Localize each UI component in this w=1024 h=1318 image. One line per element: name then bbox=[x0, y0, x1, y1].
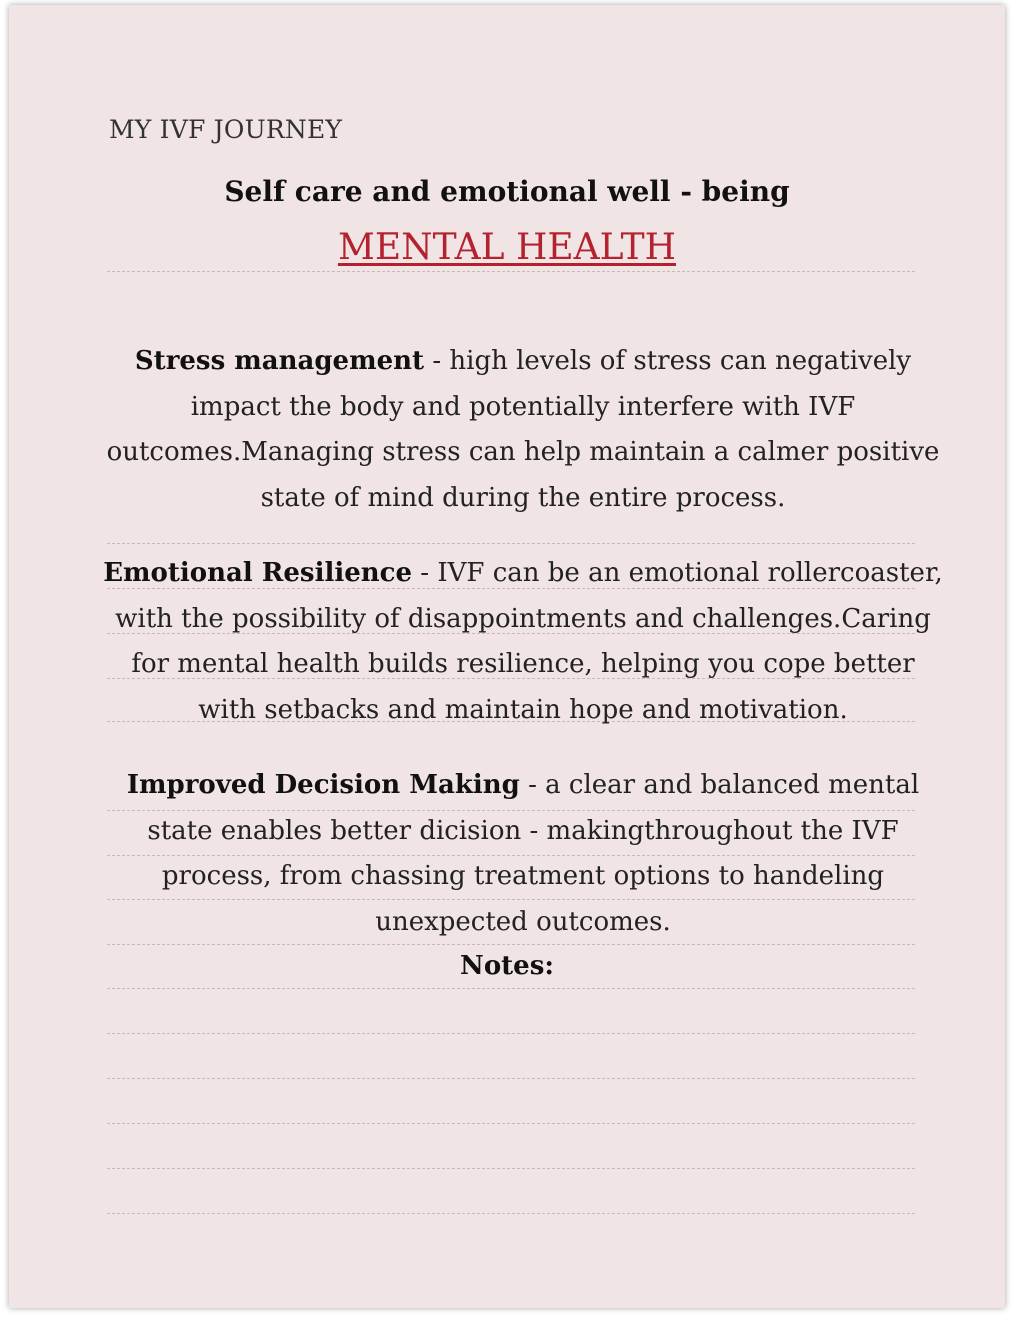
ruled-line bbox=[107, 810, 915, 811]
section-heading: Improved Decision Making bbox=[126, 770, 520, 800]
notes-line bbox=[107, 1033, 915, 1034]
ruled-line bbox=[107, 944, 915, 945]
journal-title: MY IVF JOURNEY bbox=[109, 115, 343, 144]
notes-line bbox=[107, 988, 915, 989]
notes-line bbox=[107, 1213, 915, 1214]
ruled-line bbox=[107, 543, 915, 544]
journal-page bbox=[9, 5, 1005, 1308]
divider-line bbox=[107, 271, 915, 272]
section-separator: - bbox=[412, 558, 438, 588]
section-separator: - bbox=[424, 346, 450, 376]
section-stress-management bbox=[101, 339, 945, 521]
page-title: MENTAL HEALTH bbox=[337, 227, 677, 268]
ruled-line bbox=[107, 899, 915, 900]
section-heading: Stress management bbox=[134, 346, 425, 376]
section-heading: Emotional Resilience bbox=[103, 558, 413, 588]
notes-label: Notes: bbox=[460, 951, 554, 981]
section-improved-decision-making bbox=[101, 763, 945, 945]
section-body: IVF can be an emotional rollercoaster, with the possibility of disappointments and challenges.Caring for mental health builds resilience, helping you cope better with setbacks and maintain hope and motivation. bbox=[115, 558, 943, 725]
notes-line bbox=[107, 1123, 915, 1124]
page-subtitle: Self care and emotional well - being bbox=[224, 175, 790, 208]
notes-line bbox=[107, 1168, 915, 1169]
section-emotional-resilience bbox=[101, 551, 945, 733]
section-body: a clear and balanced mental state enables better dicision - makingthroughout the IVF process, from chassing treatment options to handeling unexpected outcomes. bbox=[147, 770, 920, 937]
notes-line bbox=[107, 1078, 915, 1079]
ruled-line bbox=[107, 855, 915, 856]
section-body: high levels of stress can negatively impact the body and potentially interfere with IVF outcomes.Managing stress can help maintain a calmer positive state of mind during the entire process. bbox=[106, 346, 940, 513]
section-separator: - bbox=[519, 770, 546, 800]
